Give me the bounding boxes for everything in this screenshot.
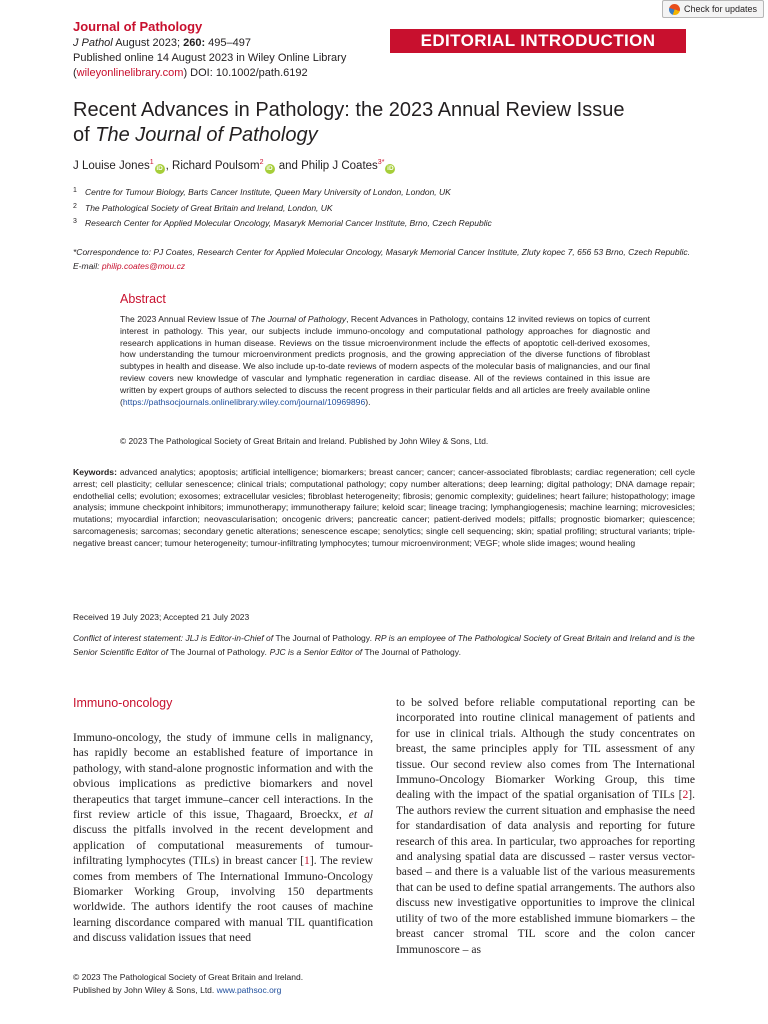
citation-block bbox=[73, 36, 346, 81]
author-1-affil: 1 bbox=[149, 159, 154, 166]
citation-journal: J Pathol bbox=[73, 37, 113, 49]
doi-line bbox=[73, 66, 346, 81]
author-list bbox=[73, 159, 396, 174]
keywords-label: Keywords: bbox=[73, 467, 117, 477]
footer-publisher: Published by John Wiley & Sons, Ltd. bbox=[73, 985, 217, 995]
doi: DOI: 10.1002/path.6192 bbox=[187, 67, 308, 79]
affiliation-item bbox=[73, 184, 492, 200]
author-2-affil: 2 bbox=[259, 159, 264, 166]
affiliation-number: 3 bbox=[73, 218, 77, 225]
title-line-1: Recent Advances in Pathology: the 2023 Annual Review Issue bbox=[73, 99, 625, 121]
affiliations bbox=[73, 184, 492, 231]
correspondence-email-link[interactable]: philip.coates@mou.cz bbox=[101, 261, 186, 271]
citation-line bbox=[73, 36, 346, 51]
abstract-text-2: , Recent Advances in Pathology, contains 12 invited reviews on topics of current interest in pathology. This year, our subjects include immuno-oncology and computational pathology approaches for diagnostic and research applications in human disease. Reviews on the tissue microenvironment include the effects of apoptotic cell-derived exosomes, how understanding the tumour microenvironment predicts prognosis, and the growing appreciation of the diverse functions of fibroblast subtypes in health and disease. We also include up-to-date reviews of modern aspects of the molecular basis of malignancies, and our final review covers new knowledge of vascular and lymphatic regeneration in cardiac disease. All of the reviews contained in this issue are written by expert groups of authors selected to discuss the recent progress in their particular fields and all articles are freely available online ( bbox=[120, 314, 651, 407]
conflict-text-4: . bbox=[459, 646, 462, 657]
keywords bbox=[73, 467, 695, 550]
orcid-icon[interactable]: iD bbox=[156, 164, 163, 172]
journal-name: Journal of Pathology bbox=[73, 19, 203, 34]
abstract-heading: Abstract bbox=[120, 292, 166, 306]
abstract-text-1: The 2023 Annual Review Issue of bbox=[120, 314, 251, 324]
section-heading: Immuno-oncology bbox=[73, 696, 173, 710]
author-3-affil: 3* bbox=[377, 159, 385, 166]
footer-link[interactable]: www.pathsoc.org bbox=[216, 985, 282, 995]
body-column-left bbox=[73, 730, 373, 946]
wol-link[interactable]: wileyonlinelibrary.com bbox=[76, 67, 184, 79]
footer-line-2 bbox=[73, 984, 303, 997]
paren-open: ( bbox=[73, 67, 77, 79]
affiliation-text: Centre for Tumour Biology, Barts Cancer Institute, Queen Mary University of London, London, UK bbox=[85, 187, 451, 197]
received-accepted-dates: Received 19 July 2023; Accepted 21 July 2023 bbox=[73, 612, 250, 622]
body-text: to be solved before reliable computational reporting can be incorporated into routine clinical management of patients and for use in clinical trials. Although the study concentrates on breast, the same principles apply for TIL assessment of any tissue. Our second review also comes from The International Immuno-Oncology Biomarker Working Group, this time dealing with the impact of the spatial organisation of TILs [ bbox=[396, 696, 695, 802]
author-3[interactable]: and Philip J Coates bbox=[275, 159, 378, 172]
abstract-text-3: ). bbox=[365, 396, 371, 407]
body-text-italic: et al bbox=[348, 808, 373, 822]
citation-pages: 495–497 bbox=[205, 37, 252, 49]
affiliation-text: Research Center for Applied Molecular Oncology, Masaryk Memorial Cancer Institute, Brno, Czech Republic bbox=[85, 218, 492, 228]
crossmark-icon bbox=[669, 4, 680, 15]
article-title bbox=[73, 98, 713, 148]
conflict-text-2: . RP is an employee of The Pathological Society of Great Britain and Ireland and is the Senior Scientific Editor of bbox=[73, 633, 695, 657]
conflict-journal-1: The Journal of Pathology bbox=[275, 633, 371, 643]
title-line-2 bbox=[73, 123, 713, 148]
check-updates-button[interactable] bbox=[662, 0, 764, 18]
affiliation-number: 2 bbox=[73, 202, 77, 210]
citation-volume: 260: bbox=[183, 37, 206, 49]
keywords-text: advanced analytics; apoptosis; artificial intelligence; biomarkers; breast cancer; cancer; cancer-associated fibroblasts; cardiac regeneration; cell cycle arrest; cell plasticity; cellular senescence; clinical trials; computational pathology; copy number alterations; deep learning; digital pathology; DNA damage repair; endothelial cells; evolution; exosomes; extracellular vesicles; fibroblast heterogeneity; fibrosis; genomic complexity; guidelines; heart failure; histopathology; image analysis; immune checkpoint inhibitors; immunotherapy; immunotherapy failure; keloid scar; lineage tracing; lymphangiogenesis; machine learning; microvesicles; mutations; myocardial infarction; neovascularisation; oncogenic drivers; pancreatic cancer; patient-derived models; pitfalls; prognostic biomarker; quiescence; sarcomagenesis; sarcomas; secondary genetic alterations; senescence escape; senolytics; single cell sequencing; skin; spatial profiling; structural variants; triple-negative breast cancer; tumour heterogeneity; tumour-infiltrating lymphocytes; tumour microenvironment; VEGF; whole slide images; wound healing bbox=[73, 467, 695, 548]
reference-link[interactable]: 1 bbox=[304, 854, 310, 868]
abstract-journal-link[interactable]: https://pathsocjournals.onlinelibrary.wiley.com/journal/10969896 bbox=[122, 396, 366, 407]
abstract-copyright: © 2023 The Pathological Society of Great Britain and Ireland. Published by John Wiley & Sons, Ltd. bbox=[120, 436, 489, 446]
affiliation-item bbox=[73, 215, 492, 231]
published-line: Published online 14 August 2023 in Wiley Online Library bbox=[73, 52, 347, 64]
author-2[interactable]: , Richard Poulsom bbox=[165, 159, 260, 172]
correspondence bbox=[73, 245, 697, 273]
body-text: ]. The review comes from members of The International Immuno-Oncology Biomarker Working Group, involving 150 departments worldwide. The authors identify the root causes of machine learning discordance compared with manual TIL quantification and discuss validation issues that need bbox=[73, 854, 373, 945]
footer-line-1: © 2023 The Pathological Society of Great Britain and Ireland. bbox=[73, 972, 304, 982]
correspondence-text: *Correspondence to: PJ Coates, Research Center for Applied Molecular Oncology, Masaryk Memorial Cancer Institute, Zluty kopec 7, 656 53 Brno, Czech Republic. E-mail: bbox=[73, 247, 691, 271]
body-text: Immuno-oncology, the study of immune cells in malignancy, has rapidly become an established feature of importance in pathology, with stand-alone prognostic information and with the obvious implications as predictive biomarkers and novel therapeutics that target immune–cancer cell interactions. In the first review article of this issue, Thagaard, Broeckx, bbox=[73, 731, 373, 822]
orcid-icon[interactable]: iD bbox=[266, 164, 273, 172]
conflict-journal-3: The Journal of Pathology bbox=[364, 646, 460, 657]
affiliation-number: 1 bbox=[73, 187, 77, 194]
body-text: discuss the pitfalls involved in the recent development and application of computational measurements of tumour-infiltrating lymphocytes (TILs) in breast cancer [ bbox=[73, 823, 373, 868]
abstract-journal-italic: The Journal of Pathology bbox=[250, 314, 347, 324]
orcid-icon[interactable]: iD bbox=[387, 164, 394, 172]
page-footer bbox=[73, 971, 303, 997]
body-text: ]. The authors review the current situation and emphasise the need for standardisation of data analysis and reporting for future research of this area. In particular, two approaches for reporting and analysing spatial data are discussed – raster versus vector-based – and there is a valuable list of the various measurements that can be used to define spatial arrangements. The authors also discuss new investigative opportunities to improve the clinical utility of two of the more established immune biomarkers – the breast cancer stromal TIL score and the colon cancer Immunoscore – as bbox=[396, 788, 695, 956]
body-paragraph bbox=[396, 695, 695, 957]
affiliation-text: The Pathological Society of Great Britain and Ireland, London, UK bbox=[85, 202, 333, 213]
paren-close: ) bbox=[183, 67, 188, 79]
body-paragraph bbox=[73, 730, 373, 946]
affiliation-item bbox=[73, 200, 492, 216]
conflict-statement bbox=[73, 632, 697, 659]
author-1[interactable]: J Louise Jones bbox=[73, 159, 150, 172]
title-line-2-prefix: of bbox=[73, 124, 96, 146]
conflict-text-1: Conflict of interest statement: JLJ is Editor-in-Chief of bbox=[73, 633, 276, 643]
check-updates-label: Check for updates bbox=[684, 4, 758, 14]
title-line-2-journal: The Journal of Pathology bbox=[95, 124, 318, 146]
article-type-banner: EDITORIAL INTRODUCTION bbox=[390, 29, 686, 53]
citation-date: August 2023; bbox=[112, 37, 184, 49]
conflict-text-3: . PJC is a Senior Editor of bbox=[264, 646, 365, 657]
abstract-body bbox=[120, 314, 650, 408]
reference-link[interactable]: 2 bbox=[682, 788, 689, 802]
conflict-journal-2: The Journal of Pathology bbox=[170, 646, 265, 657]
body-column-right bbox=[396, 695, 695, 957]
